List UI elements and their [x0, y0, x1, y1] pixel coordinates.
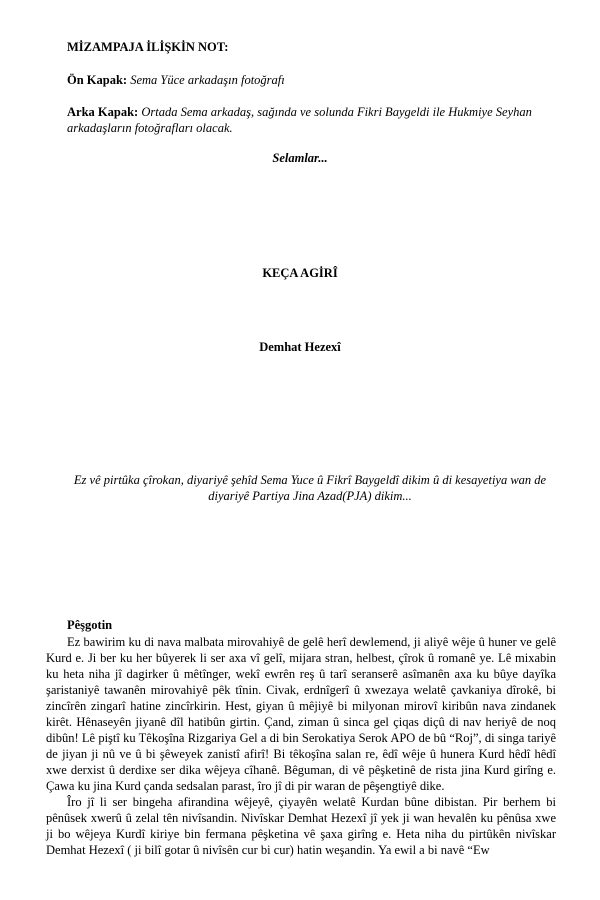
front-cover-text: Sema Yüce arkadaşın fotoğrafı	[130, 73, 285, 87]
book-title: KEÇA AGİRÎ	[262, 266, 338, 280]
front-cover-label: Ön Kapak:	[67, 73, 131, 87]
dedication: Ez vê pirtûka çîrokan, diyariyê şehîd Sema Yuce û Fikrî Baygeldî dikim û di kesayetiya wan de diyariyê Partiya Jina Azad(PJA) dikim...	[73, 473, 547, 503]
foreword-paragraph-2: Îro jî li ser bingeha afirandina wêjeyê, çiyayên welatê Kurdan bûne dibistan. Pir berhem bi pênûsek xwerû û zelal tên nivîsandin. Nivîskar Demhat Hezexî jî yek ji wan hevalên ku pênûsa xwe ji bo wêjeya Kurdî kiriye bin fermana pêşketina vê şaxa girîng e. Heta niha du pirtûkên nivîskar Demhat Hezexî ( ji bilî gotar û nivîsên cur bi cur) hatin weşandin. Ya ewil a bi navê “Ew	[46, 795, 556, 857]
front-cover-note	[67, 72, 549, 88]
back-cover-label: Arka Kapak:	[67, 105, 142, 119]
layout-note-title: MİZAMPAJA İLİŞKİN NOT:	[67, 40, 229, 54]
foreword-heading: Pêşgotin	[67, 618, 113, 632]
foreword-paragraph-1: Ez bawirim ku di nava malbata mirovahiyê de gelê herî dewlemend, ji aliyê wêje û huner ve gelê Kurd e. Ji ber ku her bûyerek li ser axa vî gelî, mijara stran, helbest, çîrok û romanê ye. Lê mixabin ku heta niha jî dagirker û mêtînger, wekî ewrên reş û tarî seranserê asîmanên axa ku bûye dayîka şaristaniyê tawanên mirovahiyê pêk tînin. Civak, erdnîgerî û xwezaya welatê çavkaniya dîrokê, bi zincîrên zingarî hatine zincîrkirin. Hest, giyan û mêjiyê bi milyonan mirovî kiribûn nava zindanek kirêt. Hênaseyên jiyanê dîl hatibûn girtin. Çand, ziman û sinca gel çiqas diçû di nav heriyê de noq dibûn! Lê piştî ku Têkoşîna Rizgariya Gel a di bin Serokatiya Serok APO de bû “Roj”, di singa tariyê de jiyan ji nû ve û bi şêweyek zanistî afirî! Bi têkoşîna salan re, êdî wêje û hunera Kurd hêdî hêdî xwe derxist û derdixe ser dika wêjeya cîhanê. Bêguman, di vê pêşketinê de rista jina Kurd girîng e. Çawa ku jina Kurd çanda sedsalan parast, îro jî di pir waran de pêşengtiyê dike.	[46, 635, 556, 793]
author-name: Demhat Hezexî	[259, 340, 341, 354]
back-cover-text: Ortada Sema arkadaş, sağında ve solunda Fikri Baygeldi ile Hukmiye Seyhan arkadaşların fotoğrafları olacak.	[67, 105, 532, 135]
greeting: Selamlar...	[272, 151, 328, 165]
back-cover-note	[67, 104, 549, 136]
